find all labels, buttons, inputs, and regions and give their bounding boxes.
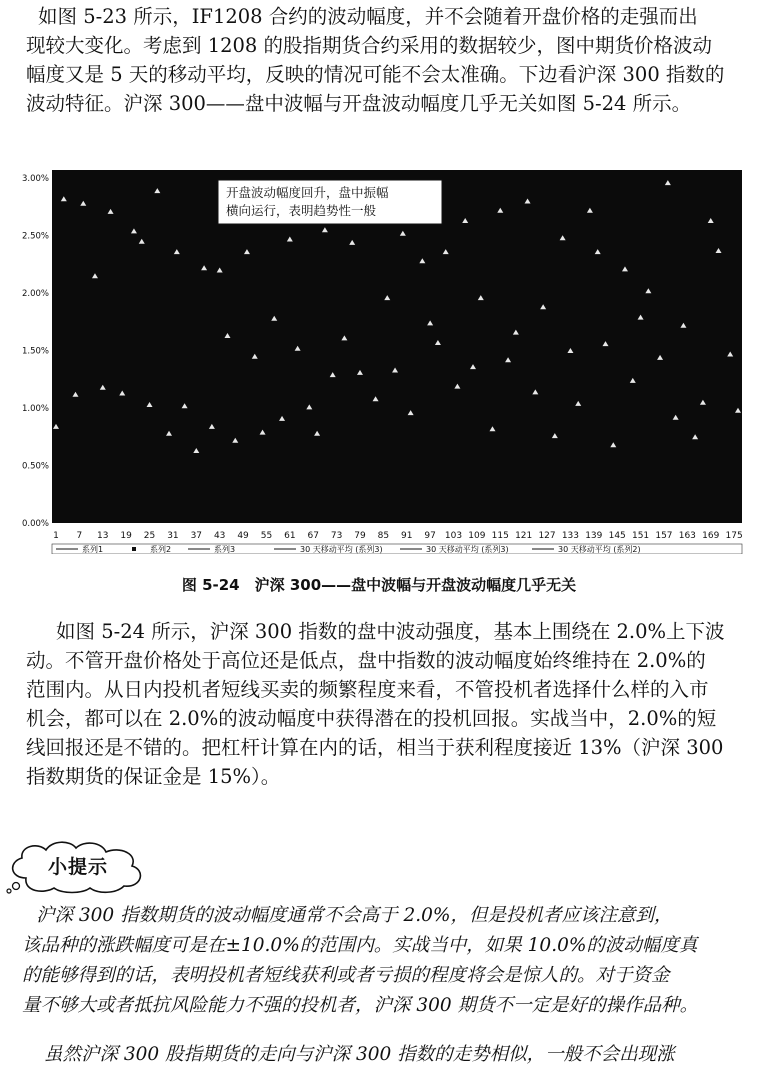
text-line: 如图 5-24 所示，沪深 300 指数的盘中波动强度，基本上围绕在 2.0%上下波 xyxy=(56,620,725,643)
x-tick-label: 157 xyxy=(655,531,673,541)
x-tick-label: 55 xyxy=(260,531,273,541)
x-tick-label: 49 xyxy=(237,531,249,541)
legend-label: 系列3 xyxy=(214,545,236,554)
text-line: 该品种的涨跌幅度可是在±10.0%的范围内。实战当中，如果 10.0%的波动幅度真 xyxy=(22,935,698,956)
intro-paragraph xyxy=(26,2,740,118)
x-tick-label: 73 xyxy=(330,531,343,541)
figure-caption: 图 5-24 沪深 300——盘中波幅与开盘波动幅度几乎无关 xyxy=(181,576,577,594)
y-axis xyxy=(22,174,49,529)
x-tick-label: 25 xyxy=(143,531,156,541)
y-tick-label: 1.00% xyxy=(22,404,50,414)
x-tick-label: 19 xyxy=(120,531,132,541)
x-tick-label: 7 xyxy=(76,531,83,541)
analysis-paragraph xyxy=(26,617,740,791)
text-line: 的能够得到的话，表明投机者短线获利或者亏损的程度将会是惊人的。对于资金 xyxy=(22,965,670,986)
scatter-chart xyxy=(22,168,744,554)
x-tick-label: 127 xyxy=(538,531,556,541)
chart-legend xyxy=(52,544,742,554)
x-tick-label: 115 xyxy=(491,531,509,541)
x-tick-label: 133 xyxy=(561,531,580,541)
text-line: 机会，都可以在 2.0%的波动幅度中获得潜在的投机回报。实战当中，2.0%的短 xyxy=(26,707,717,730)
legend-label: 30 天移动平均 (系列2) xyxy=(558,545,641,554)
y-tick-label: 0.50% xyxy=(22,461,50,472)
chart-svg xyxy=(22,168,744,554)
tip-label: 小提示 xyxy=(48,856,109,878)
x-tick-label: 31 xyxy=(167,531,179,541)
x-tick-label: 85 xyxy=(377,531,390,541)
x-tick-label: 163 xyxy=(678,531,696,541)
closing-paragraph: 虽然沪深 300 股指期货的走向与沪深 300 指数的走势相似，一般不会出现涨 xyxy=(44,1044,675,1065)
x-tick-label: 61 xyxy=(284,531,296,541)
x-tick-label: 79 xyxy=(354,531,366,541)
text-line: 范围内。从日内投机者短线买卖的频繁程度来看，不管投机者选择什么样的入市 xyxy=(26,678,709,701)
legend-label: 30 天移动平均 (系列3) xyxy=(426,545,509,554)
x-tick-label: 103 xyxy=(444,531,463,541)
x-tick-label: 145 xyxy=(608,531,626,541)
text-line: 沪深 300 指数期货的波动幅度通常不会高于 2.0%，但是投机者应该注意到， xyxy=(36,905,673,926)
x-tick-label: 175 xyxy=(725,531,743,541)
x-tick-label: 91 xyxy=(401,531,413,541)
tip-paragraph xyxy=(22,901,746,1021)
chart-annotation xyxy=(218,180,442,224)
text-line: 线回报还是不错的。把杠杆计算在内的话，相当于获利程度接近 13%（沪深 300 xyxy=(26,736,724,759)
y-tick-label: 1.50% xyxy=(22,346,50,357)
legend-label: 系列2 xyxy=(150,545,172,554)
x-tick-label: 97 xyxy=(424,531,436,541)
text-line: 波动特征。沪深 300——盘中波幅与开盘波动幅度几乎无关如图 5-24 所示。 xyxy=(26,92,692,115)
annotation-line: 开盘波动幅度回升，盘中振幅 xyxy=(226,185,389,200)
x-tick-label: 139 xyxy=(585,531,603,541)
x-tick-label: 13 xyxy=(97,531,109,541)
y-tick-label: 2.00% xyxy=(22,289,50,299)
x-tick-label: 151 xyxy=(631,531,650,541)
x-tick-label: 1 xyxy=(53,531,59,541)
text-line: 动。不管开盘价格处于高位还是低点，盘中指数的波动幅度始终维持在 2.0%的 xyxy=(26,649,706,672)
y-tick-label: 3.00% xyxy=(22,174,50,184)
text-line: 指数期货的保证金是 15%）。 xyxy=(26,765,281,788)
x-tick-label: 169 xyxy=(702,531,720,541)
annotation-line: 横向运行，表明趋势性一般 xyxy=(226,203,377,218)
text-line: 幅度又是 5 天的移动平均，反映的情况可能不会太准确。下边看沪深 300 指数的 xyxy=(26,63,725,86)
x-tick-label: 37 xyxy=(190,531,203,541)
x-tick-label: 43 xyxy=(213,531,226,541)
text-line: 如图 5-23 所示，IF1208 合约的波动幅度，并不会随着开盘价格的走强而出 xyxy=(38,5,698,28)
x-tick-label: 109 xyxy=(468,531,486,541)
x-tick-label: 67 xyxy=(307,531,319,541)
x-axis xyxy=(53,531,743,541)
text-line: 现较大变化。考虑到 1208 的股指期货合约采用的数据较少，图中期货价格波动 xyxy=(26,34,713,57)
legend-label: 系列1 xyxy=(82,545,104,554)
legend-label: 30 天移动平均 (系列3) xyxy=(300,545,383,554)
legend-marker xyxy=(132,547,136,551)
y-tick-label: 0.00% xyxy=(22,519,50,529)
x-tick-label: 121 xyxy=(515,531,533,541)
text-line: 量不够大或者抵抗风险能力不强的投机者，沪深 300 期货不一定是好的操作品种。 xyxy=(22,995,699,1016)
y-tick-label: 2.50% xyxy=(22,231,50,242)
